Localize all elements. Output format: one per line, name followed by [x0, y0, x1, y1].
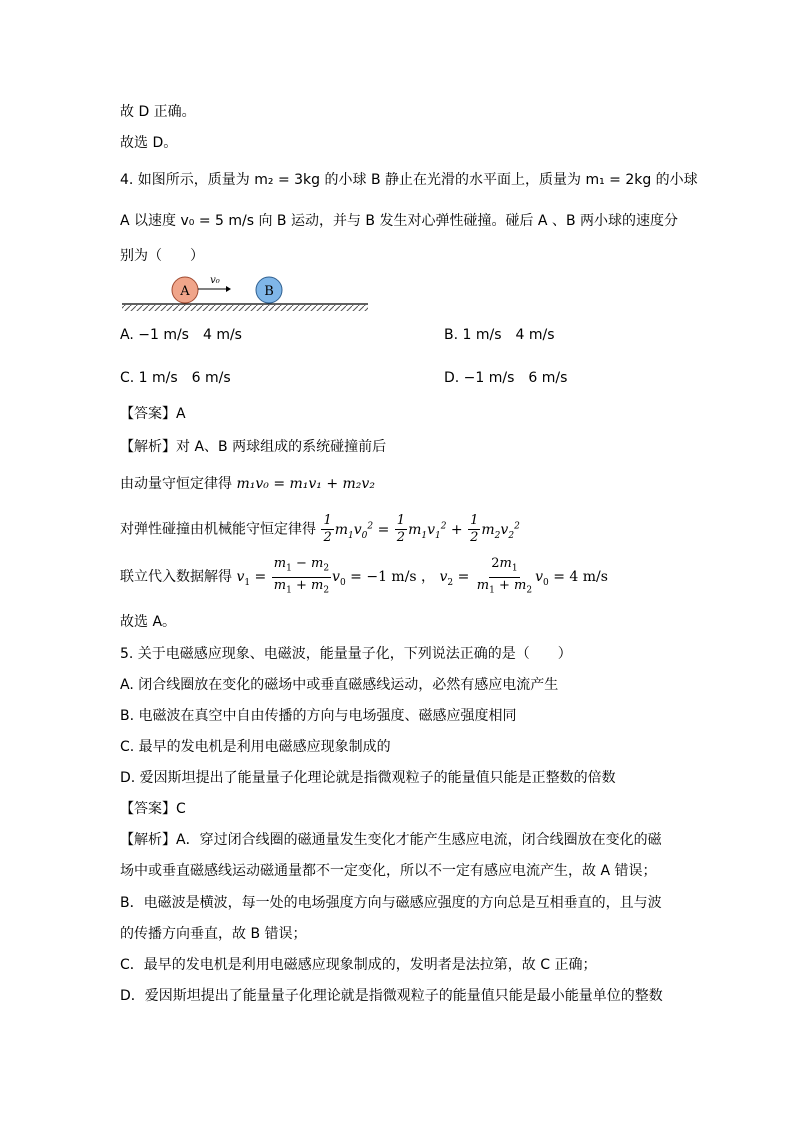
answer: 【答案】C	[120, 801, 186, 817]
question-5-option-c: C. 最早的发电机是利用电磁感应现象制成的	[120, 739, 391, 755]
text-line: 故选 A。	[120, 614, 177, 630]
explanation-line: 【解析】对 A、B 两球组成的系统碰撞前后	[120, 439, 387, 455]
ball-a-label: A	[180, 284, 190, 299]
momentum-equation: m₁v₀ = m₁v₁ + m₂v₂	[236, 476, 375, 492]
explanation-text: 对弹性碰撞由机械能守恒定律得	[120, 521, 316, 538]
question-4-line-3: 别为（ ）	[120, 248, 204, 264]
ground-hatch	[122, 305, 368, 311]
explanation-energy	[120, 508, 520, 553]
ball-b-label: B	[264, 284, 274, 299]
collision-diagram	[118, 270, 378, 320]
explanation-line: 【解析】A．穿过闭合线圈的磁通量发生变化才能产生感应电流，闭合线圈放在变化的磁	[120, 832, 662, 848]
energy-equation: $\frac{1}{2}$ $m_1v_0^2$ = $\frac{1}{2}$ $m_1v_1^2$ + $\frac{1}{2}$ $m_2v_2^2$	[323, 513, 520, 546]
answer: 【答案】A	[120, 406, 186, 422]
question-5-option-b: B. 电磁波在真空中自由传播的方向与电场强度、磁感应强度相同	[120, 708, 517, 724]
question-4-line-2: A 以速度 v₀ = 5 m/s 向 B 运动，并与 B 发生对心弹性碰撞。碰后 A 、B 两小球的速度分	[120, 213, 679, 229]
arrow-head-icon	[226, 286, 231, 292]
explanation-text: 联立代入数据解得	[120, 569, 232, 586]
option-b: B. 1 m/s 4 m/s	[444, 327, 555, 343]
explanation-line: B．电磁波是横波，每一处的电场强度方向与磁感应强度的方向总是互相垂直的，且与波	[120, 895, 662, 911]
option-c: C. 1 m/s 6 m/s	[120, 370, 231, 386]
explanation-line: C．最早的发电机是利用电磁感应现象制成的，发明者是法拉第，故 C 正确；	[120, 957, 597, 973]
explanation-momentum	[120, 474, 375, 494]
question-5-option-a: A. 闭合线圈放在变化的磁场中或垂直磁感线运动，必然有感应电流产生	[120, 677, 559, 693]
question-5-option-d: D. 爱因斯坦提出了能量量子化理论就是指微观粒子的能量值只能是正整数的倍数	[120, 770, 616, 786]
option-a: A. −1 m/s 4 m/s	[120, 327, 242, 343]
explanation-line: 的传播方向垂直，故 B 错误；	[120, 926, 307, 942]
velocity-label: v₀	[210, 275, 220, 286]
solution-equation: $v_1$ = $\frac{m_1 - m_2}{m_1 + m_2}$ $v_0 = -1$ m/s ， $v_2$ = $\frac{2m_1}{m_1 + m_2}$ $v_0 = 4$ m/s	[236, 556, 608, 596]
text-line: 故选 D。	[120, 135, 178, 151]
text-line: 故 D 正确。	[120, 104, 196, 120]
explanation-text: 由动量守恒定律得	[120, 476, 232, 492]
explanation-solve	[120, 556, 608, 601]
explanation-line: D．爱因斯坦提出了能量量子化理论就是指微观粒子的能量值只能是最小能量单位的整数	[120, 988, 663, 1004]
option-d: D. −1 m/s 6 m/s	[444, 370, 568, 386]
explanation-line: 场中或垂直磁感线运动磁通量都不一定变化，所以不一定有感应电流产生，故 A 错误；	[120, 863, 657, 879]
question-4-line-1: 4. 如图所示，质量为 m₂ = 3kg 的小球 B 静止在光滑的水平面上，质量为 m₁ = 2kg 的小球	[120, 172, 698, 188]
question-5: 5. 关于电磁感应现象、电磁波，能量量子化，下列说法正确的是（ ）	[120, 646, 572, 662]
